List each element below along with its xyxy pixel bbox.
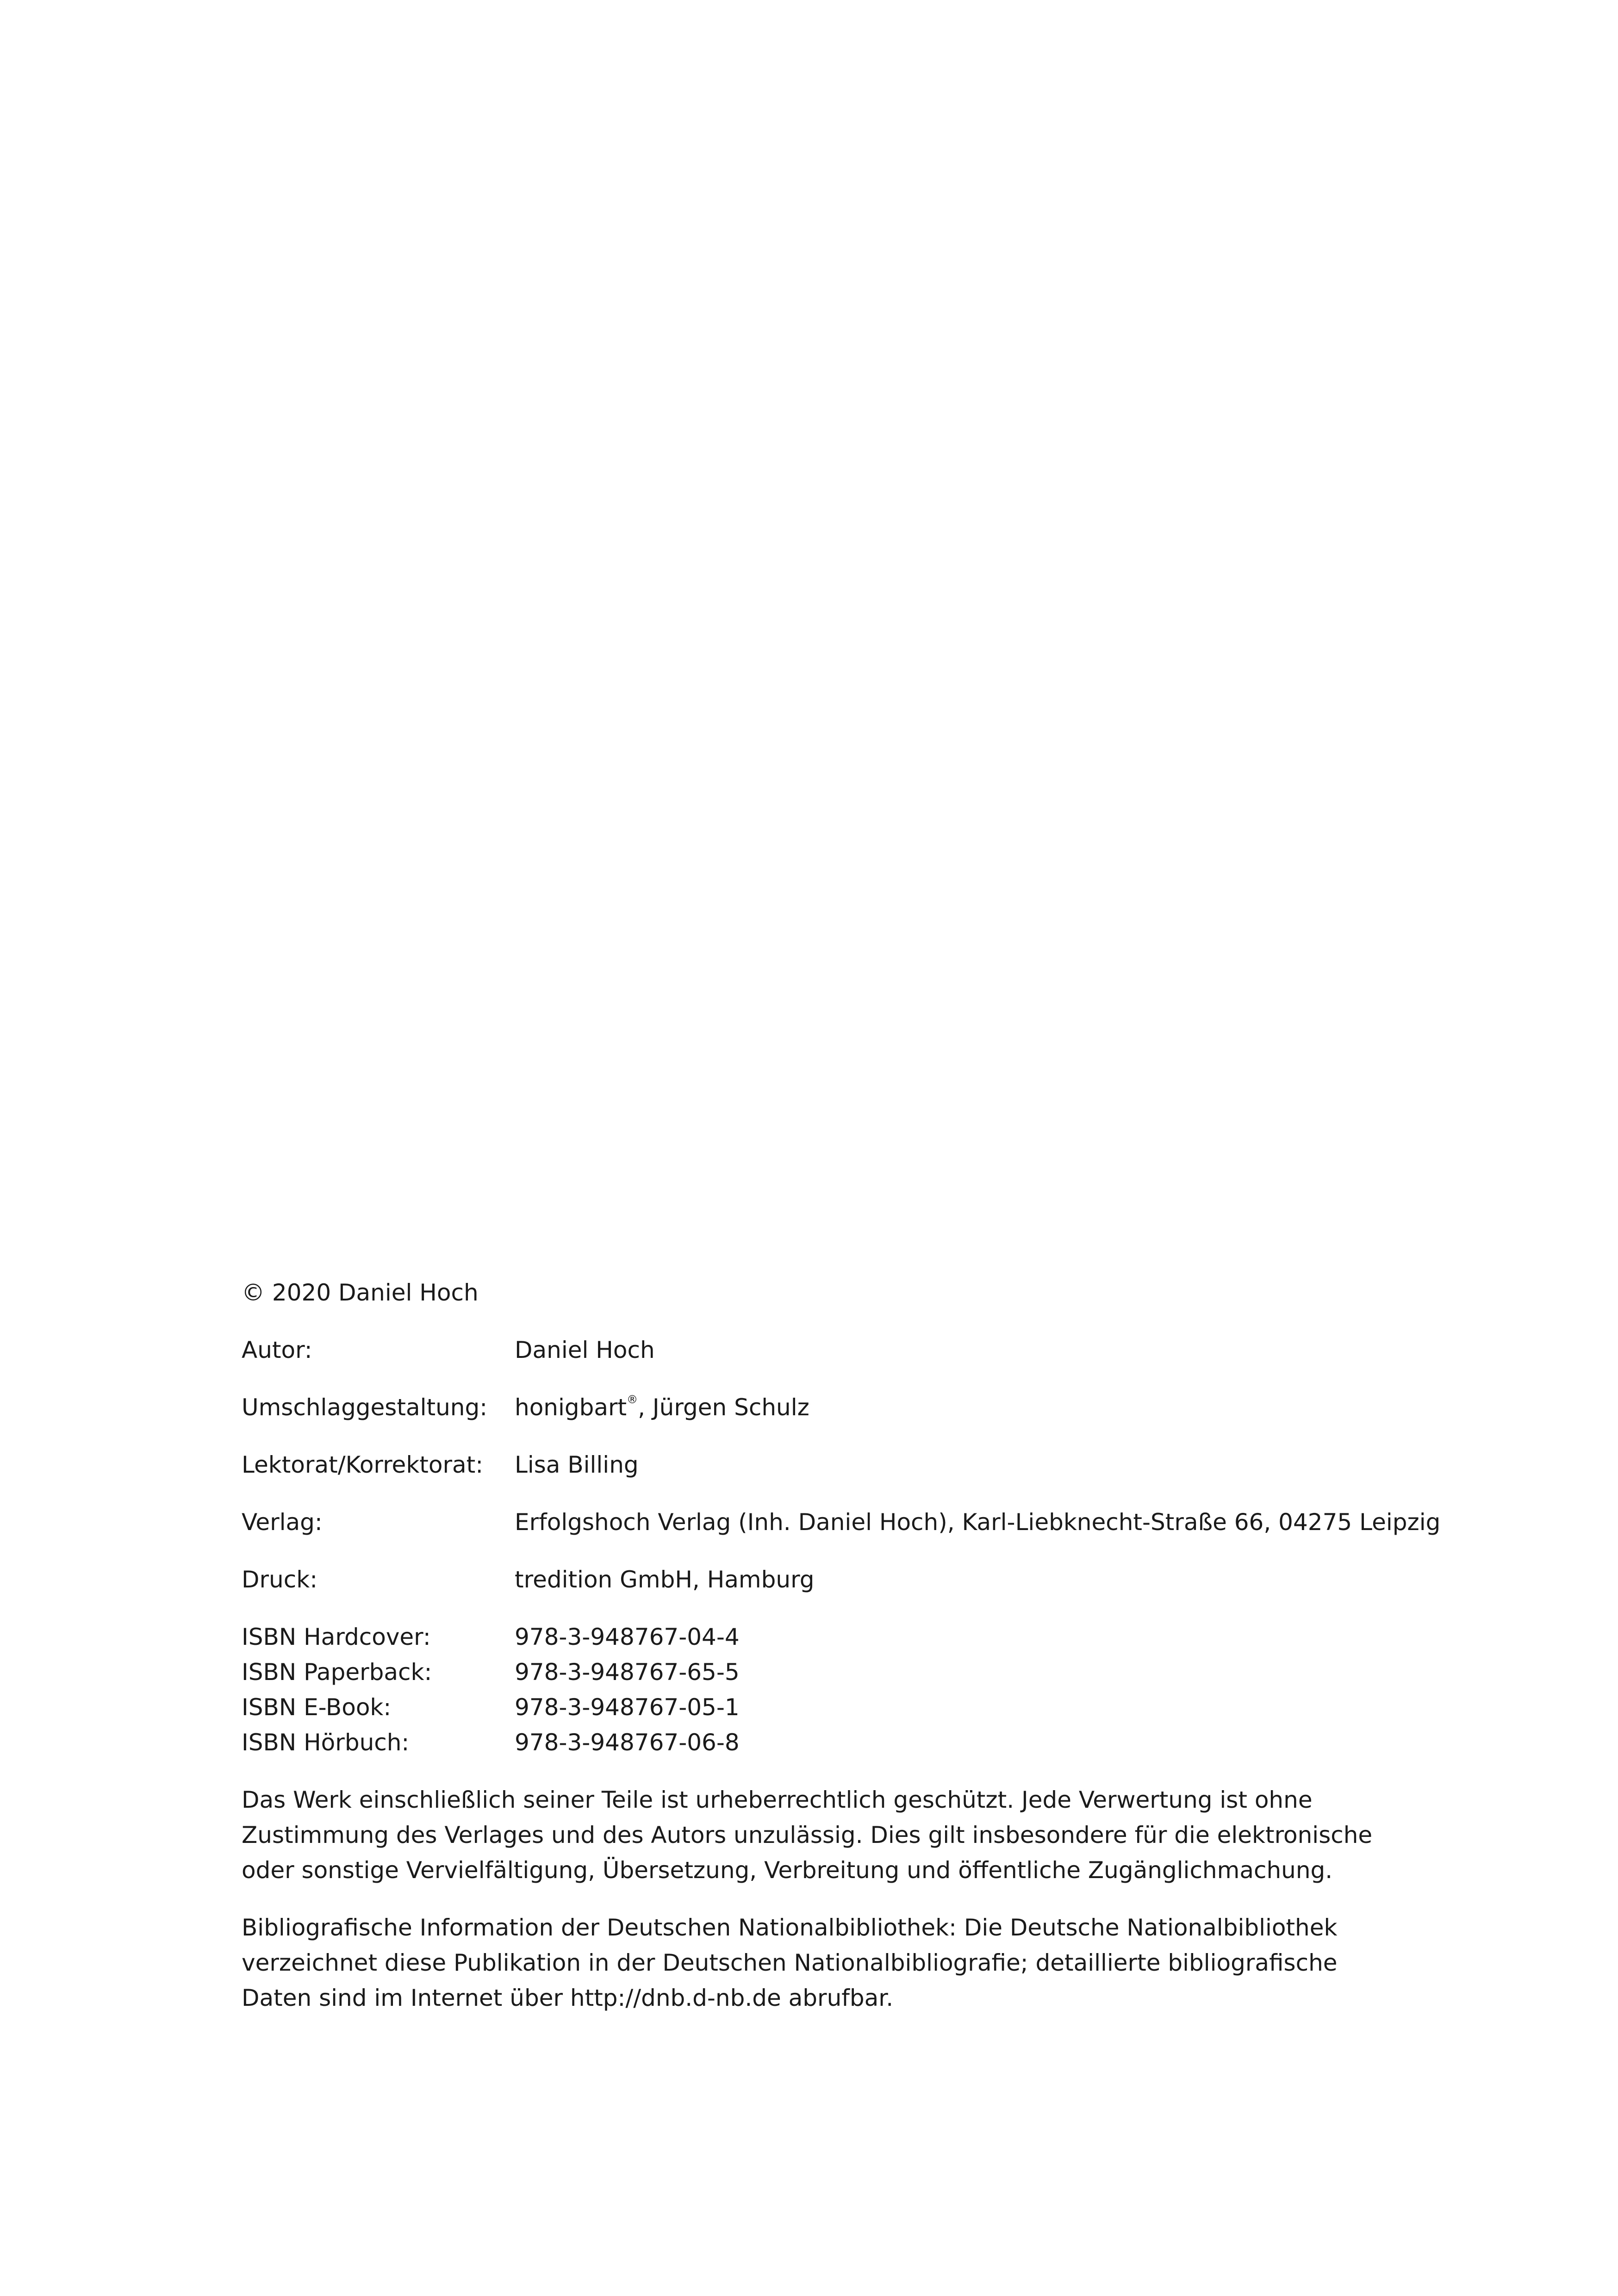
cover-design-brand: honigbart bbox=[515, 1394, 627, 1421]
print-row bbox=[242, 1562, 1537, 1597]
rights-line: Das Werk einschließlich seiner Teile ist urheberrechtlich geschützt. Jede Verwertung ist ohne bbox=[242, 1786, 1313, 1813]
isbn-row bbox=[242, 1655, 1537, 1690]
isbn-label: ISBN Paperback: bbox=[242, 1659, 432, 1686]
isbn-value: 978-3-948767-06-8 bbox=[515, 1729, 740, 1756]
editing-row bbox=[242, 1447, 1537, 1482]
publisher-label: Verlag: bbox=[242, 1509, 323, 1536]
author-label: Autor: bbox=[242, 1337, 312, 1363]
dnb-line: verzeichnet diese Publikation in der Deutschen Nationalbibliografie; detaillierte bibliografische bbox=[242, 1949, 1338, 1976]
cover-design-rest: , Jürgen Schulz bbox=[638, 1394, 809, 1421]
isbn-row bbox=[242, 1690, 1537, 1725]
rights-paragraph bbox=[242, 1782, 1468, 1888]
editing-label: Lektorat/Korrektorat: bbox=[242, 1451, 484, 1478]
author-value: Daniel Hoch bbox=[515, 1337, 655, 1363]
cover-design-row bbox=[242, 1390, 1537, 1425]
isbn-value: 978-3-948767-04-4 bbox=[515, 1624, 740, 1650]
publisher-value: Erfolgshoch Verlag (Inh. Daniel Hoch), Karl-Liebknecht-Straße 66, 04275 Leipzig bbox=[515, 1509, 1441, 1536]
copyright-line: © 2020 Daniel Hoch bbox=[242, 1279, 479, 1306]
print-value: tredition GmbH, Hamburg bbox=[515, 1566, 815, 1593]
rights-line: Zustimmung des Verlages und des Autors unzulässig. Dies gilt insbesondere für die elektronische bbox=[242, 1822, 1373, 1848]
cover-design-value bbox=[515, 1390, 1537, 1425]
print-label: Druck: bbox=[242, 1566, 318, 1593]
isbn-label: ISBN Hörbuch: bbox=[242, 1729, 410, 1756]
author-row bbox=[242, 1332, 1537, 1368]
cover-design-label: Umschlaggestaltung: bbox=[242, 1394, 488, 1421]
dnb-line: Bibliografische Information der Deutschen Nationalbibliothek: Die Deutsche Nationalbibliothek bbox=[242, 1914, 1338, 1941]
isbn-list bbox=[242, 1619, 1537, 1760]
imprint-block bbox=[242, 1275, 1537, 2038]
isbn-label: ISBN Hardcover: bbox=[242, 1624, 431, 1650]
isbn-value: 978-3-948767-65-5 bbox=[515, 1659, 740, 1686]
publisher-row bbox=[242, 1505, 1537, 1540]
isbn-row bbox=[242, 1725, 1537, 1760]
dnb-paragraph bbox=[242, 1910, 1468, 2016]
editing-value: Lisa Billing bbox=[515, 1451, 639, 1478]
isbn-label: ISBN E-Book: bbox=[242, 1694, 392, 1721]
dnb-line: Daten sind im Internet über http://dnb.d-nb.de abrufbar. bbox=[242, 1985, 894, 2011]
isbn-row bbox=[242, 1619, 1537, 1655]
isbn-value: 978-3-948767-05-1 bbox=[515, 1694, 740, 1721]
rights-line: oder sonstige Vervielfältigung, Übersetzung, Verbreitung und öffentliche Zugänglichmachung. bbox=[242, 1857, 1333, 1884]
registered-mark: ® bbox=[627, 1393, 638, 1406]
